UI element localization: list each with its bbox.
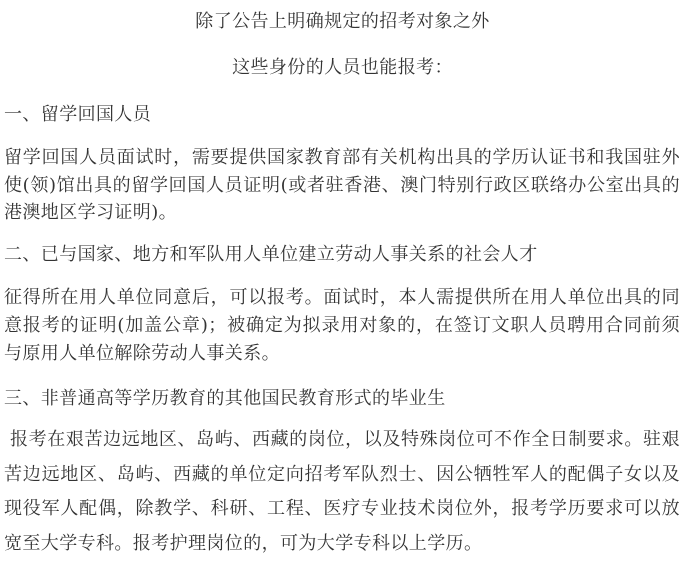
paragraph-line: 现役军人配偶，除教学、科研、工程、医疗专业技术岗位外，报考学历要求可以放	[4, 498, 680, 519]
paragraph-line: 留学回国人员面试时，需要提供国家教育部有关机构出具的学历认证书和我国驻外	[4, 147, 680, 168]
section-body-employed-social-talent	[4, 284, 680, 368]
section-heading-employed-social-talent: 二、已与国家、地方和军队用人单位建立劳动人事关系的社会人才	[4, 244, 538, 265]
section-heading-non-regular-graduates: 三、非普通高等学历教育的其他国民教育形式的毕业生	[4, 388, 446, 409]
document-subtitle: 这些身份的人员也能报考：	[232, 57, 453, 78]
paragraph-line: 报考在艰苦边远地区、岛屿、西藏的岗位，以及特殊岗位可不作全日制要求。驻艰	[10, 429, 680, 450]
paragraph-line: 使(领)馆出具的留学回国人员证明(或者驻香港、澳门特别行政区联络办公室出具的	[4, 174, 680, 196]
section-body-non-regular-graduates	[4, 423, 680, 561]
paragraph-line: 宽至大学专科。报考护理岗位的，可为大学专科以上学历。	[4, 532, 483, 554]
section-heading-returned-overseas-students: 一、留学回国人员	[4, 104, 152, 125]
section-body-returned-overseas-students	[4, 144, 680, 227]
paragraph-line: 苦边远地区、岛屿、西藏的单位定向招考军队烈士、因公牺牲军人的配偶子女以及	[4, 463, 680, 485]
document-title: 除了公告上明确规定的招考对象之外	[195, 11, 490, 32]
paragraph-line: 征得所在用人单位同意后，可以报考。面试时，本人需提供所在用人单位出具的同	[4, 287, 680, 308]
paragraph-line: 港澳地区学习证明)。	[4, 202, 178, 223]
paragraph-line: 意报考的证明(加盖公章)；被确定为拟录用对象的，在签订文职人员聘用合同前须	[4, 315, 680, 336]
paragraph-line: 与原用人单位解除劳动人事关系。	[4, 343, 280, 364]
